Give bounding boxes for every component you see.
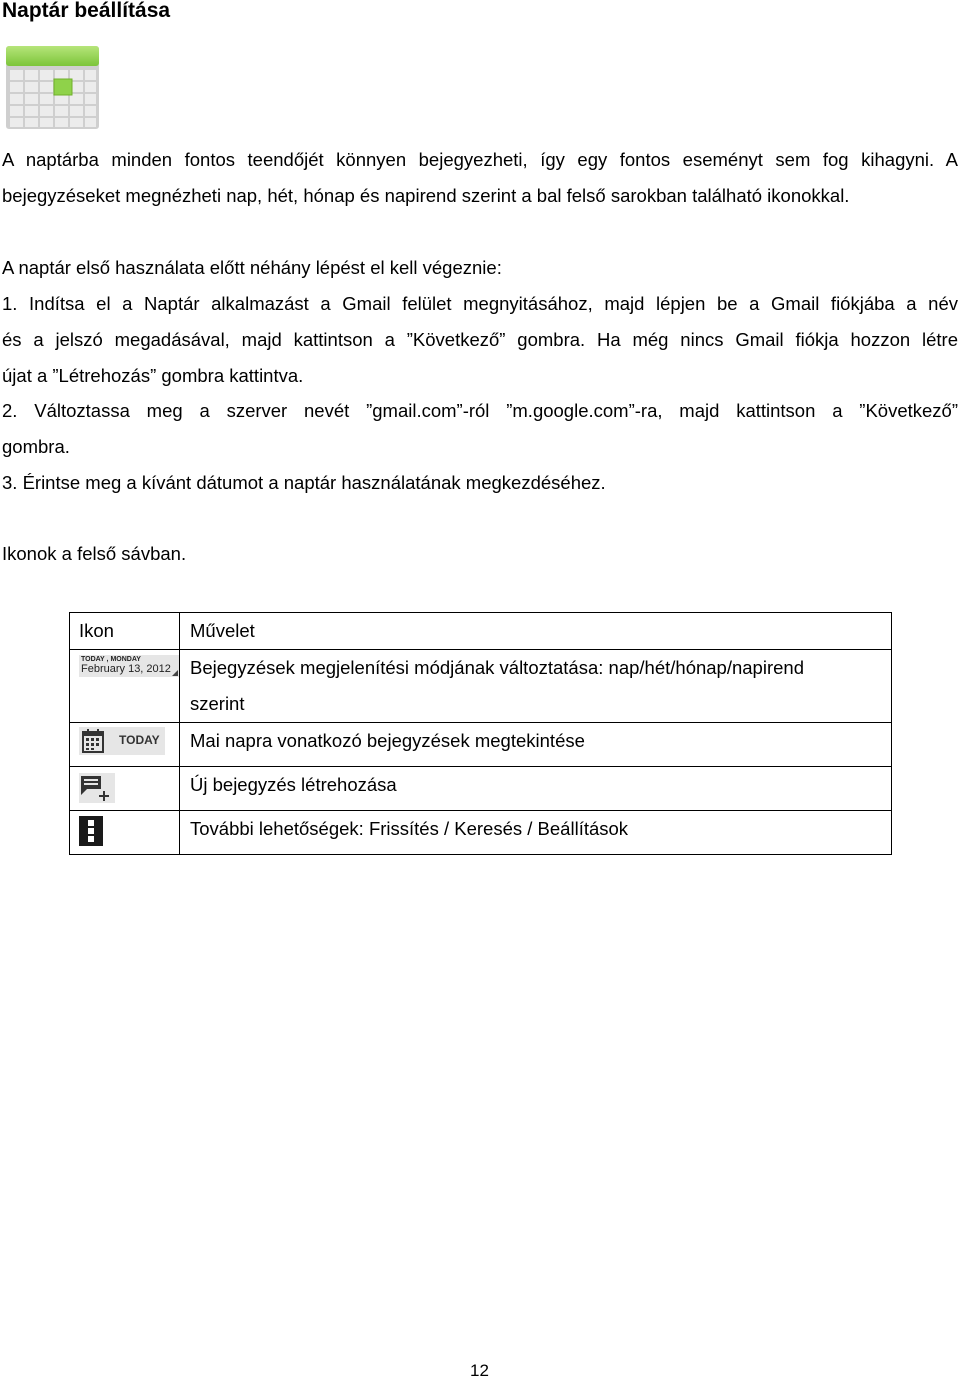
dropdown-corner-icon [172,670,178,676]
header-icon-col: Ikon [70,613,180,650]
date-widget-date: February 13, 2012 [81,663,171,675]
table-row [70,723,892,767]
step3-text: 3. Érintse meg a kívánt dátumot a naptár használatának megkezdéséhez. [2,472,606,493]
table-header-row [70,613,892,650]
more-menu-icon [79,816,103,846]
calendar-app-icon [6,46,100,130]
page-number: 12 [470,1361,489,1380]
icon-cell [70,767,180,811]
intro-line-2: bejegyzéseket megnézheti nap, hét, hónap és napirend szerint a bal felső sarokban található ikonokkal. [2,185,850,206]
intro-line-1: A naptárba minden fontos teendőjét könnyen bejegyezheti, így egy fontos eseményt sem fog kihagyni. A [2,149,958,170]
step1-line-2: és a jelszó megadásával, majd kattintson a ”Következő” gombra. Ha még nincs Gmail fiókja hozzon létre [2,329,958,350]
action-text-line-2: szerint [190,693,245,714]
today-calendar-icon [79,727,165,755]
date-view-icon [79,655,179,677]
action-cell [180,650,892,723]
action-text-line-1: Bejegyzések megjelenítési módjának változtatása: nap/hét/hónap/napirend [190,657,804,678]
icons-heading: Ikonok a felső sávban. [2,543,187,564]
step1-line-1: 1. Indítsa el a Naptár alkalmazást a Gmail felület megnyitásához, majd lépjen be a Gmail fiókjába a név [2,293,958,314]
table-row [70,811,892,855]
page-title: Naptár beállítása [2,0,171,22]
table-row [70,767,892,811]
icon-cell [70,723,180,767]
date-widget-day: TODAY , MONDAY [81,656,141,663]
action-cell: Mai napra vonatkozó bejegyzések megtekintése [180,723,892,767]
step2-line-1: 2. Változtassa meg a szerver nevét ”gmail.com”-ról ”m.google.com”-ra, majd kattintson a ”Következő” [2,400,958,421]
table-row [70,650,892,723]
pre-steps-text: A naptár első használata előtt néhány lépést el kell végeznie: [2,257,502,278]
step1-line-3: újat a ”Létrehozás” gombra kattintva. [2,365,304,386]
icon-cell [70,650,180,723]
step2-line-2: gombra. [2,436,70,457]
calendar-grid-icon [82,729,104,753]
today-label: TODAY [119,733,160,747]
action-cell: Új bejegyzés létrehozása [180,767,892,811]
icons-table [69,612,892,855]
new-event-icon [79,773,115,803]
action-cell: További lehetőségek: Frissítés / Keresés / Beállítások [180,811,892,855]
icon-cell [70,811,180,855]
header-action-col: Művelet [180,613,892,650]
